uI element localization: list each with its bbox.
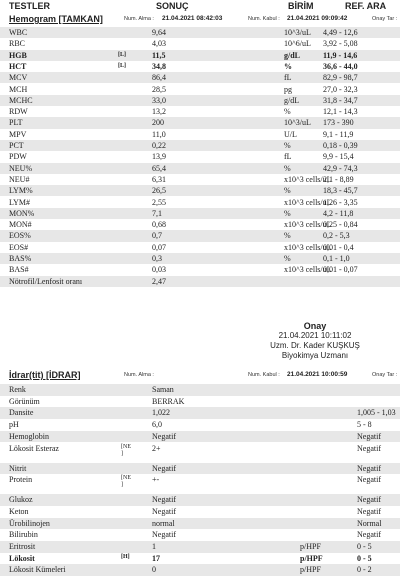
result-unit: g/dL	[284, 95, 300, 105]
reference-range: 4,49 - 12,6	[323, 28, 358, 37]
result-value: Negatif	[152, 506, 176, 516]
result-unit: %	[284, 163, 291, 173]
result-unit: %	[284, 107, 291, 117]
test-name: LYM#	[9, 197, 30, 207]
result-value: 13,9	[152, 152, 166, 162]
result-unit: p/HPF	[300, 565, 321, 575]
result-value: 11,0	[152, 129, 166, 139]
reference-range: 0,25 - 0,84	[323, 220, 358, 230]
reference-range: 5 - 8	[357, 420, 372, 430]
table-row	[0, 84, 400, 95]
result-unit: %	[284, 141, 291, 150]
reference-range: 0,01 - 0,4	[323, 242, 354, 252]
result-unit: p/HPF	[300, 542, 321, 551]
table-row	[0, 50, 400, 61]
result-value: 17	[152, 553, 160, 563]
result-unit: x10^3 cells/uL	[284, 174, 332, 184]
table-row	[0, 541, 400, 553]
test-name: Nötrofil/Lenfosit oranı	[9, 276, 83, 286]
reference-range: 1,005 - 1,03	[357, 408, 396, 418]
result-value: 0,07	[152, 242, 166, 252]
table-row	[0, 129, 400, 140]
table-row	[0, 494, 400, 506]
reference-range: 0 - 5	[357, 553, 372, 563]
table-row	[0, 117, 400, 128]
result-value: 0,3	[152, 254, 162, 263]
approval-role: Biyokimya Uzmanı	[281, 351, 349, 360]
reference-range: 0,2 - 5,3	[323, 231, 350, 241]
reference-range: 0 - 2	[357, 565, 372, 575]
result-value: 7,1	[152, 208, 162, 218]
reference-range: Negatif	[357, 443, 381, 453]
col-ref: REF. ARA	[345, 1, 387, 11]
test-name: MCHC	[9, 95, 33, 105]
urine-accept-date: 21.04.2021 10:00:59	[287, 371, 348, 378]
urine-title: İdrar(tit) [İDRAR]	[9, 370, 81, 380]
result-unit: %	[284, 186, 291, 196]
table-row	[0, 564, 400, 576]
test-name: MCV	[9, 73, 28, 83]
table-row	[0, 529, 400, 541]
result-unit: 10^6/uL	[284, 39, 311, 49]
table-row	[0, 208, 400, 219]
result-unit: U/L	[284, 129, 297, 139]
reference-range: 36,6 - 44,0	[323, 61, 358, 71]
result-value: normal	[152, 518, 175, 528]
test-name: EOS#	[9, 242, 29, 252]
urine-header	[0, 369, 400, 381]
table-row	[0, 553, 400, 565]
result-value: Saman	[152, 385, 174, 394]
table-row	[0, 276, 400, 287]
result-unit: %	[284, 254, 291, 263]
table-row	[0, 419, 400, 431]
result-unit: %	[284, 231, 291, 241]
table-row	[0, 38, 400, 49]
result-value: 0,03	[152, 265, 166, 275]
test-name: HCT	[9, 61, 27, 71]
test-name: NEU%	[9, 163, 33, 173]
result-value: 28,5	[152, 84, 166, 94]
result-unit: fL	[284, 73, 292, 83]
result-unit: fL	[284, 152, 292, 162]
table-row	[0, 264, 400, 275]
reference-range: Negatif	[357, 475, 381, 485]
result-unit: pg	[284, 84, 292, 94]
test-name: NEU#	[9, 174, 30, 184]
reference-range: 0,01 - 0,07	[323, 265, 358, 275]
reference-range: 9,9 - 15,4	[323, 152, 354, 162]
reference-range: 0,18 - 0,39	[323, 141, 358, 150]
test-name: Renk	[9, 385, 26, 394]
result-value: 1	[152, 542, 156, 551]
approval-title: Onay	[303, 321, 327, 331]
test-name: LYM%	[9, 186, 33, 196]
result-value: 200	[152, 118, 164, 128]
reference-range: 4,2 - 11,8	[323, 208, 354, 218]
table-row	[0, 230, 400, 241]
hemogram-accept-date: 21.04.2021 09:09:42	[287, 15, 348, 22]
result-value: 6,0	[152, 420, 162, 430]
table-row	[0, 518, 400, 530]
result-flag: [L]	[118, 51, 126, 58]
test-name: MPV	[9, 129, 27, 139]
result-unit: 10^3/uL	[284, 118, 311, 128]
result-value: Negatif	[152, 463, 176, 473]
table-row	[0, 506, 400, 518]
test-name: WBC	[9, 28, 28, 37]
reference-range: Negatif	[357, 530, 381, 540]
test-name: HGB	[9, 50, 27, 60]
result-value: 1,022	[152, 408, 170, 418]
reference-range: Negatif	[357, 495, 381, 505]
reference-range: 173 - 390	[323, 118, 354, 128]
result-value: +-	[152, 475, 160, 485]
table-row	[0, 396, 400, 408]
table-row	[0, 384, 400, 396]
result-value: 65,4	[152, 163, 166, 173]
reference-range: 18,3 - 45,7	[323, 186, 358, 196]
reference-range: Negatif	[357, 506, 381, 516]
result-flag: [L]	[118, 62, 126, 69]
test-name: MON#	[9, 220, 32, 230]
result-value: Negatif	[152, 530, 176, 540]
table-row	[0, 151, 400, 162]
result-unit: g/dL	[284, 50, 301, 60]
table-row	[0, 474, 400, 494]
result-unit: x10^3 cells/uL	[284, 220, 332, 230]
result-value: 2+	[152, 443, 161, 453]
result-unit: %	[284, 208, 291, 218]
result-value: 26,5	[152, 186, 166, 196]
result-value: Negatif	[152, 431, 176, 441]
table-row	[0, 242, 400, 253]
reference-range: 0,1 - 1,0	[323, 254, 350, 263]
table-row	[0, 27, 400, 38]
hemogram-sample-date: 21.04.2021 08:42:03	[162, 15, 223, 22]
reference-range: Negatif	[357, 431, 381, 441]
result-value: 0,68	[152, 220, 166, 230]
table-row	[0, 443, 400, 463]
result-value: Negatif	[152, 495, 176, 505]
result-value: 0,22	[152, 141, 166, 150]
test-name: MCH	[9, 84, 28, 94]
reference-range: 2,1 - 8,89	[323, 174, 354, 184]
result-value: 0	[152, 565, 156, 575]
hemogram-approval-label: Onay Tar :	[372, 16, 398, 22]
hemogram-sample-label: Num. Alma :	[124, 16, 154, 22]
test-name: Ürobilinojen	[9, 518, 50, 528]
column-header	[0, 0, 400, 11]
reference-range: 11,9 - 14,6	[323, 50, 358, 60]
hemogram-accept-label: Num. Kabul :	[248, 16, 280, 22]
table-row	[0, 140, 400, 151]
table-row	[0, 95, 400, 106]
table-row	[0, 61, 400, 72]
test-name: Protein	[9, 475, 33, 485]
table-row	[0, 463, 400, 475]
result-value: 34,8	[152, 61, 166, 71]
result-value: 86,4	[152, 73, 166, 83]
result-value: 9,64	[152, 28, 166, 37]
col-result: SONUÇ	[156, 1, 189, 11]
col-unit: BİRİM	[288, 1, 314, 11]
result-unit: x10^3 cells/uL	[284, 265, 332, 275]
reference-range: Negatif	[357, 463, 381, 473]
table-row	[0, 72, 400, 83]
result-value: 13,2	[152, 107, 166, 117]
result-value: 4,03	[152, 39, 166, 49]
result-unit: x10^3 cells/uL	[284, 242, 332, 252]
result-unit: 10^3/uL	[284, 28, 311, 37]
reference-range: 82,9 - 98,7	[323, 73, 358, 83]
test-name: Keton	[9, 506, 29, 516]
table-row	[0, 163, 400, 174]
urine-accept-label: Num. Kabul :	[248, 372, 280, 378]
result-value: 2,55	[152, 197, 166, 207]
test-name: Hemoglobin	[9, 431, 49, 441]
table-row	[0, 185, 400, 196]
result-value: 2,47	[152, 276, 166, 286]
test-name: Lökosit Esteraz	[9, 443, 59, 453]
result-value: BERRAK	[152, 396, 185, 406]
table-row	[0, 174, 400, 185]
result-value: 33,0	[152, 95, 166, 105]
reference-range: Normal	[357, 518, 382, 528]
test-name: PLT	[9, 118, 23, 128]
result-unit: %	[284, 61, 292, 71]
reference-range: 0 - 5	[357, 542, 372, 551]
test-name: PDW	[9, 152, 27, 162]
table-row	[0, 407, 400, 419]
test-name: Eritrosit	[9, 542, 36, 551]
reference-range: 3,92 - 5,08	[323, 39, 358, 49]
result-value: 11,5	[152, 50, 166, 60]
col-tests: TESTLER	[9, 1, 51, 11]
reference-range: 27,0 - 32,3	[323, 84, 358, 94]
table-row	[0, 253, 400, 264]
result-flag: [NE ]	[121, 443, 131, 457]
table-row	[0, 197, 400, 208]
test-name: Lökosit Kümeleri	[9, 565, 66, 575]
hemogram-title: Hemogram [TAMKAN]	[9, 14, 103, 24]
test-name: PCT	[9, 141, 24, 150]
test-name: Görünüm	[9, 396, 40, 406]
result-unit: x10^3 cells/uL	[284, 197, 332, 207]
reference-range: 9,1 - 11,9	[323, 129, 354, 139]
result-value: 6,31	[152, 174, 166, 184]
test-name: Nitrit	[9, 463, 27, 473]
test-name: Glukoz	[9, 495, 33, 505]
urine-approval-label: Onay Tar :	[372, 372, 398, 378]
reference-range: 12,1 - 14,3	[323, 107, 358, 117]
urine-sample-label: Num. Alma :	[124, 372, 154, 378]
reference-range: 1,26 - 3,35	[323, 197, 358, 207]
approval-doctor: Uzm. Dr. Kader KUŞKUŞ	[270, 341, 360, 350]
test-name: Dansite	[9, 408, 34, 418]
table-row	[0, 219, 400, 230]
table-row	[0, 431, 400, 443]
test-name: MON%	[9, 208, 35, 218]
test-name: Bilirubin	[9, 530, 38, 540]
reference-range: 31,8 - 34,7	[323, 95, 358, 105]
table-row	[0, 106, 400, 117]
result-value: 0,7	[152, 231, 162, 241]
reference-range: 42,9 - 74,3	[323, 163, 358, 173]
result-flag: [H]	[121, 553, 130, 560]
hemogram-header	[0, 13, 400, 25]
test-name: BAS%	[9, 254, 32, 263]
test-name: RBC	[9, 39, 26, 49]
test-name: Lökosit	[9, 553, 35, 563]
test-name: RDW	[9, 107, 28, 117]
test-name: BAS#	[9, 265, 29, 275]
approval-datetime: 21.04.2021 10:11:02	[278, 331, 352, 340]
test-name: EOS%	[9, 231, 31, 241]
test-name: pH	[9, 420, 19, 430]
result-flag: [NE ]	[121, 475, 131, 489]
result-unit: p/HPF	[300, 553, 323, 563]
